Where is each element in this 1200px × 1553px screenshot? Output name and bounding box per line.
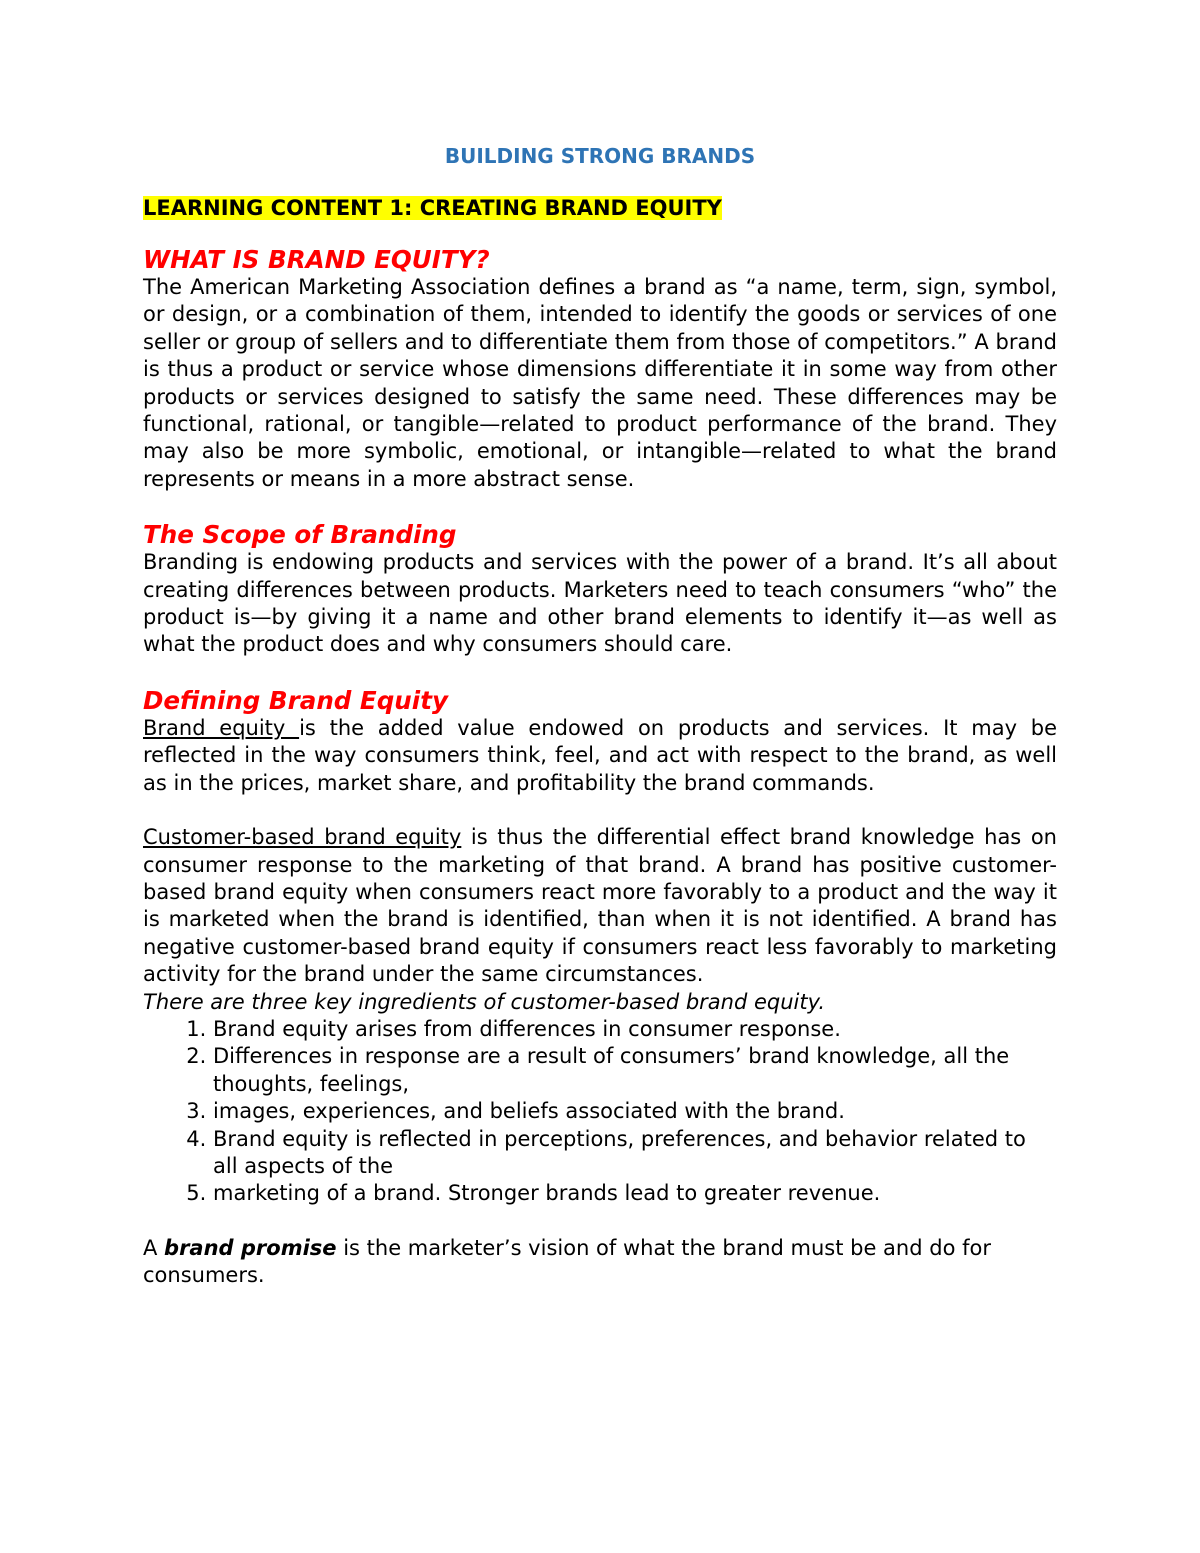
ingredients-list bbox=[143, 1016, 1057, 1208]
section-heading-highlight: LEARNING CONTENT 1: CREATING BRAND EQUITY bbox=[143, 196, 722, 220]
what-is-brand-equity-heading: WHAT IS BRAND EQUITY? bbox=[143, 245, 490, 274]
list-item: 1. Brand equity arises from differences in consumer response. bbox=[213, 1016, 1057, 1043]
brand-promise-paragraph bbox=[143, 1235, 1057, 1290]
customer-based-definition: is thus the differential effect brand knowledge has on consumer response to the marketing of that brand. A brand has positive customer-based brand equity when consumers react more favorably to a product and the way it is marketed when the brand is identified, than when it is not identified. A brand has negative customer-based brand equity if consumers react less favorably to marketing activity for the brand under the same circumstances. bbox=[143, 825, 1057, 987]
defining-brand-equity-paragraph bbox=[143, 715, 1057, 797]
scope-of-branding-heading: The Scope of Branding bbox=[143, 520, 457, 550]
brand-promise-prefix: A bbox=[143, 1235, 165, 1260]
brand-promise-term: brand promise bbox=[164, 1235, 337, 1260]
section-heading bbox=[143, 192, 1057, 224]
list-item: 3. images, experiences, and beliefs associated with the brand. bbox=[213, 1098, 1057, 1125]
list-item: 4. Brand equity is reflected in perceptions, preferences, and behavior related to all aspects of the bbox=[213, 1126, 1057, 1181]
brand-equity-term: Brand equity bbox=[143, 715, 300, 740]
list-item: 5. marketing of a brand. Stronger brands lead to greater revenue. bbox=[213, 1180, 1057, 1207]
what-is-brand-equity-paragraph: The American Marketing Association defines a brand as “a name, term, sign, symbol, or design, or a combination of them, intended to identify the goods or services of one seller or group of sellers and to differentiate them from those of competitors.” A brand is thus a product or service whose dimensions differentiate it in some way from other products or services designed to satisfy the same need. These differences may be functional, rational, or tangible—related to product performance of the brand. They may also be more symbolic, emotional, or intangible—related to what the brand represents or means in a more abstract sense. bbox=[143, 275, 1057, 491]
list-item: 2. Differences in response are a result of consumers’ brand knowledge, all the thoughts, feelings, bbox=[213, 1043, 1057, 1098]
document-title: BUILDING STRONG BRANDS bbox=[444, 144, 756, 168]
customer-based-paragraph bbox=[143, 824, 1057, 988]
brand-equity-definition: is the added value endowed on products and services. It may be reflected in the way consumers think, feel, and act with respect to the brand, as well as in the prices, market share, and profitability the brand commands. bbox=[143, 715, 1057, 795]
brand-promise-definition: is the marketer’s vision of what the brand must be and do for consumers. bbox=[143, 1235, 991, 1288]
ingredients-intro: There are three key ingredients of customer-based brand equity. bbox=[143, 989, 826, 1014]
customer-based-term: Customer-based brand equity bbox=[143, 825, 462, 850]
defining-brand-equity-heading: Defining Brand Equity bbox=[143, 685, 448, 715]
scope-of-branding-paragraph: Branding is endowing products and services with the power of a brand. It’s all about creating differences between products. Marketers need to teach consumers “who” the product is—by giving it a name and other brand elements to identify it—as well as what the product does and why consumers should care. bbox=[143, 550, 1057, 657]
